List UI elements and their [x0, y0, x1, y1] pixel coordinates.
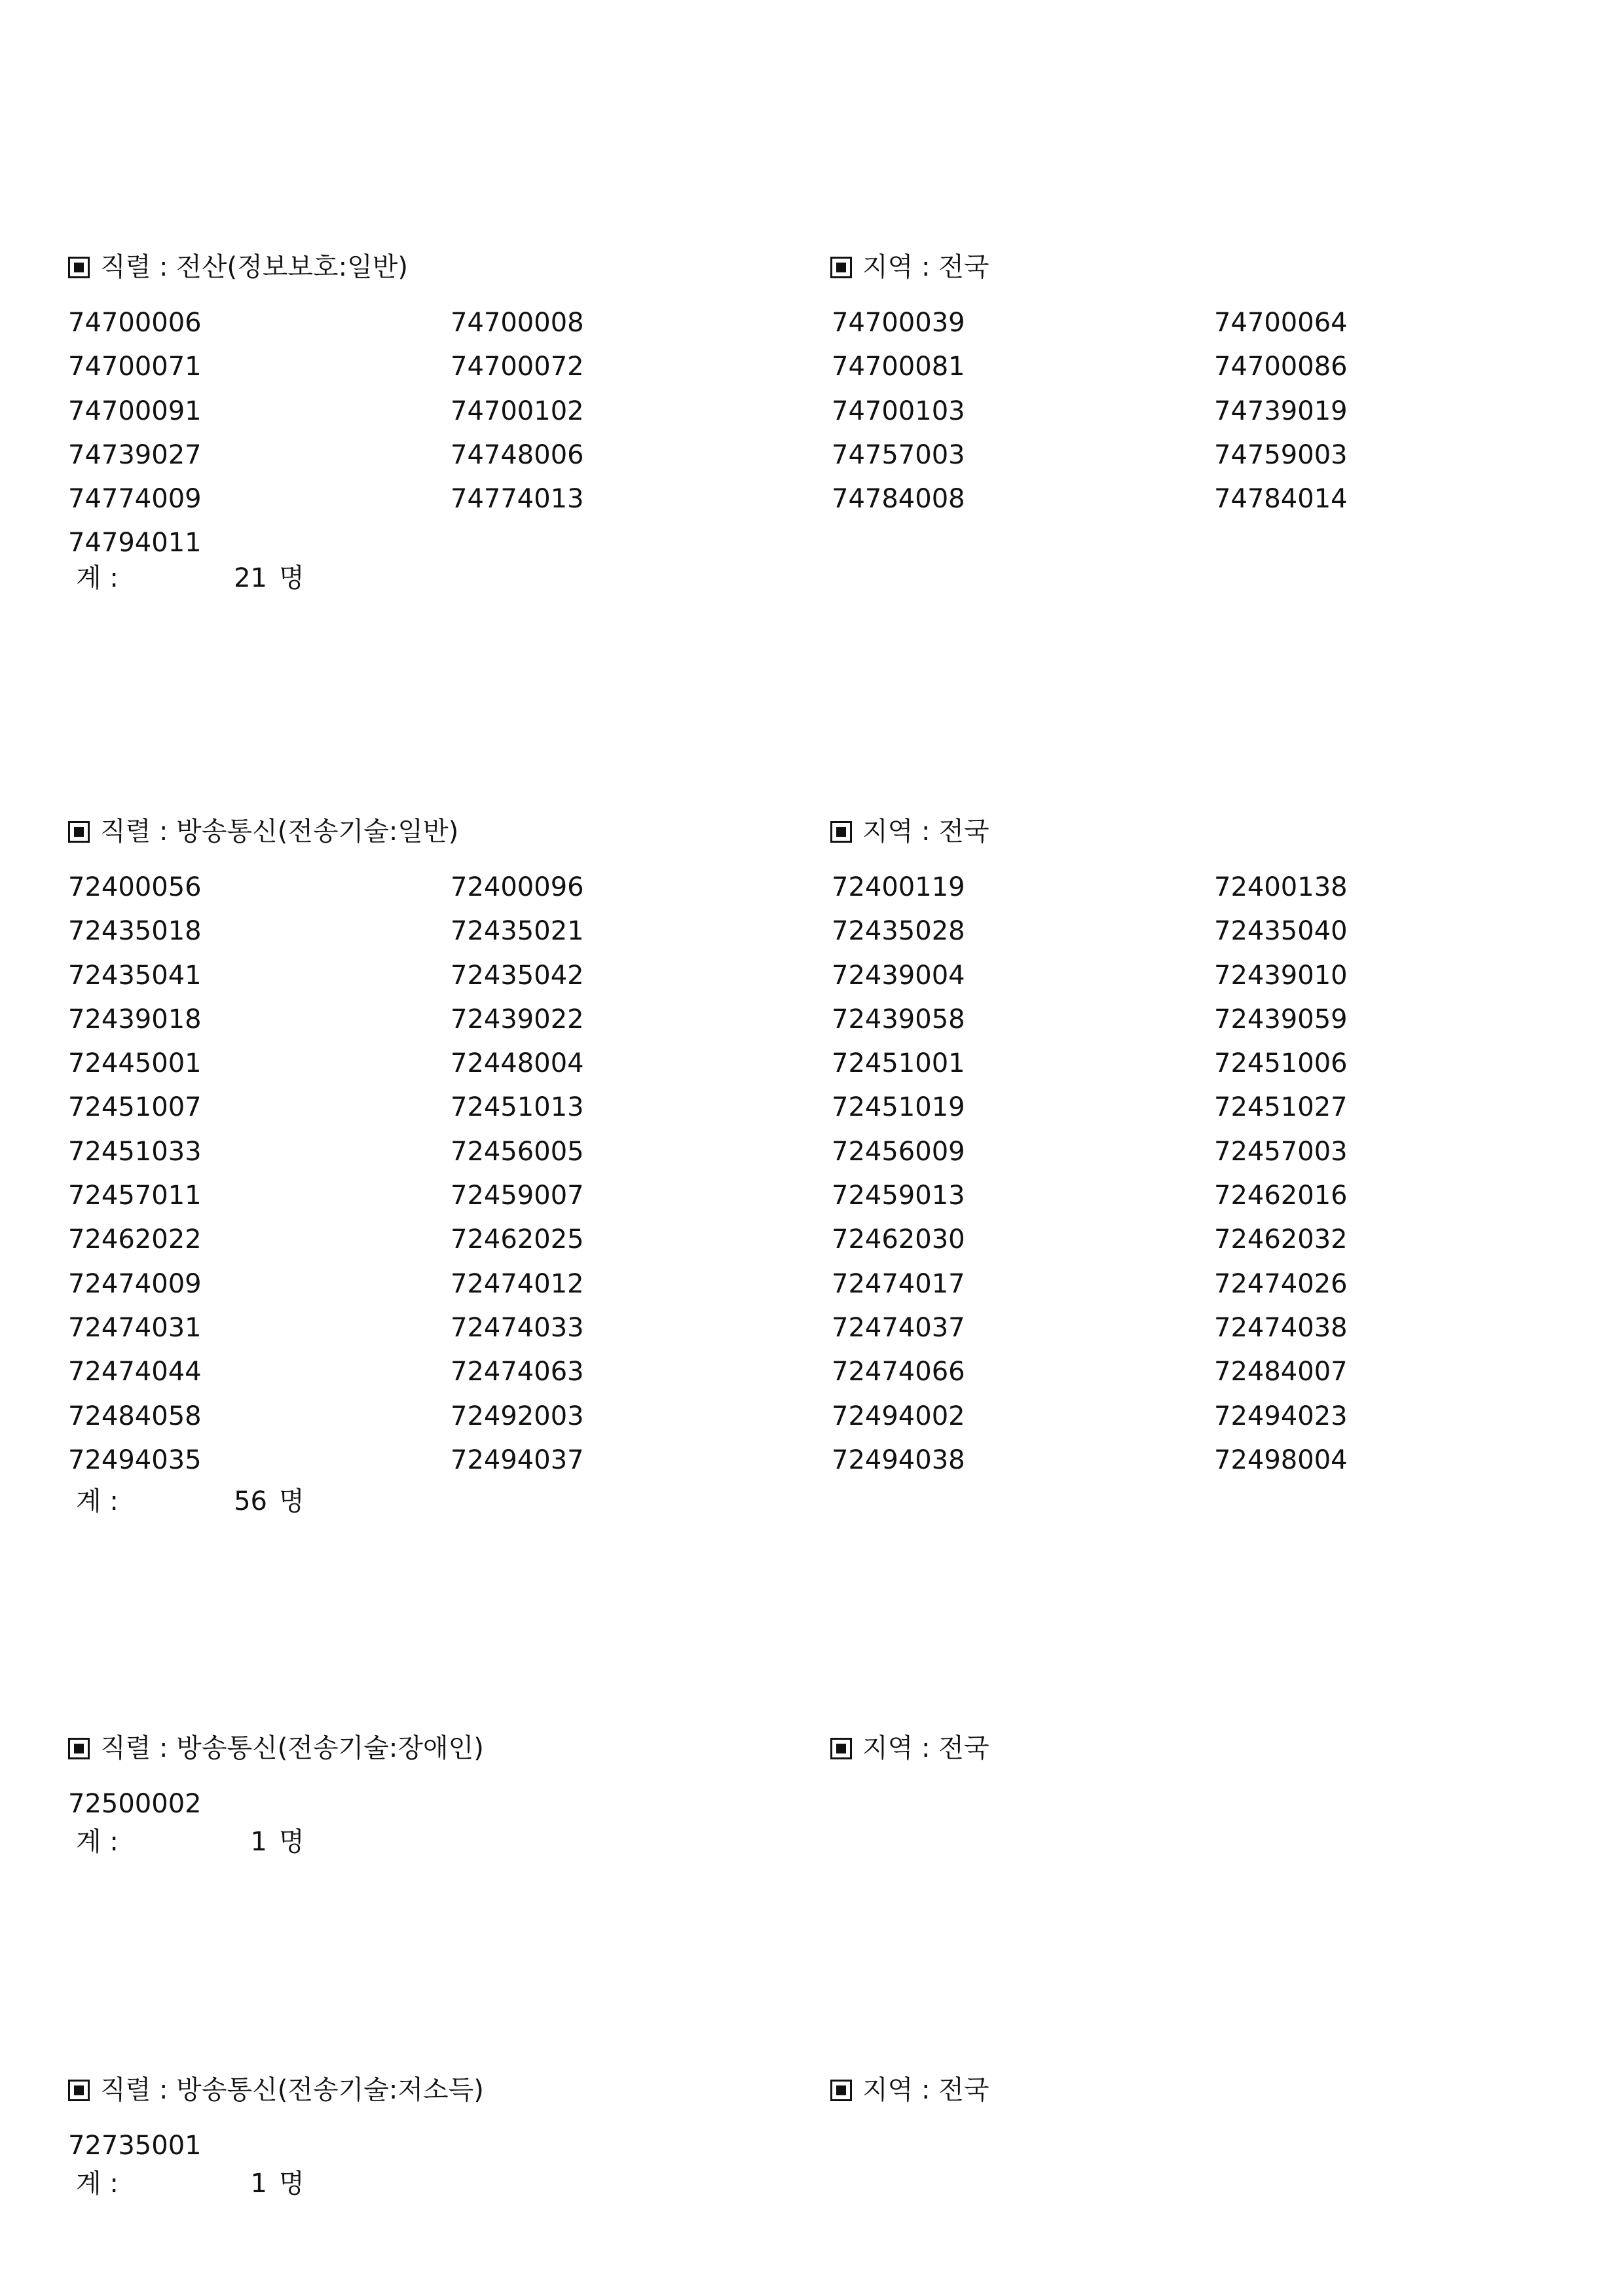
total-label: 계 : — [76, 1827, 119, 1857]
applicant-id: 74700091 — [68, 395, 202, 426]
applicant-id: 72474044 — [68, 1357, 202, 1387]
applicant-id: 74700008 — [451, 308, 584, 338]
applicant-id: 74700006 — [68, 308, 202, 338]
total-unit: 명 — [279, 1486, 304, 1516]
applicant-id: 72498004 — [1214, 1444, 1348, 1475]
applicant-id: 72494037 — [451, 1444, 584, 1475]
applicant-id: 72439059 — [1214, 1004, 1348, 1035]
total-unit: 명 — [279, 1827, 304, 1857]
applicant-id: 72494002 — [832, 1401, 965, 1431]
total-row — [76, 1820, 304, 1864]
applicant-id: 74748006 — [451, 439, 584, 470]
applicant-id: 74784014 — [1214, 484, 1348, 515]
region-value: : 전국 — [921, 1733, 989, 1763]
applicant-id: 74794011 — [68, 528, 202, 559]
applicant-id: 72445001 — [68, 1048, 202, 1079]
region-label: 지역 — [862, 1733, 913, 1763]
region-label: 지역 — [862, 817, 913, 847]
applicant-id: 72474012 — [451, 1268, 584, 1299]
applicant-id: 72435021 — [451, 916, 584, 947]
applicant-id: 72494035 — [68, 1444, 202, 1475]
applicant-id: 72435028 — [832, 916, 965, 947]
job-series-header — [68, 1729, 484, 1768]
applicant-id: 74739027 — [68, 439, 202, 470]
region-header — [830, 248, 989, 287]
applicant-id: 72459007 — [451, 1181, 584, 1211]
applicant-id: 72462025 — [451, 1224, 584, 1255]
applicant-id: 72451001 — [832, 1048, 965, 1079]
applicant-id: 72484058 — [68, 1401, 202, 1431]
applicant-id: 72474033 — [451, 1312, 584, 1343]
total-unit: 명 — [279, 563, 304, 593]
region-value: : 전국 — [921, 252, 989, 282]
applicant-id: 74774009 — [68, 484, 202, 515]
applicant-id: 72400056 — [68, 872, 202, 902]
applicant-id: 72451013 — [451, 1092, 584, 1123]
region-header — [830, 2070, 989, 2110]
region-header — [830, 812, 989, 851]
applicant-id: 72400138 — [1214, 872, 1348, 902]
applicant-id: 74700081 — [832, 352, 965, 382]
square-bullet-icon — [68, 1738, 90, 1759]
applicant-id: 72474031 — [68, 1312, 202, 1343]
applicant-id: 74700103 — [832, 395, 965, 426]
applicant-id: 72451006 — [1214, 1048, 1348, 1079]
applicant-id: 72457003 — [1214, 1136, 1348, 1167]
square-bullet-icon — [830, 821, 852, 843]
job-series-label: 직렬 : 전산(정보보호:일반) — [100, 252, 408, 282]
applicant-id: 72451027 — [1214, 1092, 1348, 1123]
applicant-id: 72435040 — [1214, 916, 1348, 947]
region-label: 지역 — [862, 2075, 913, 2105]
applicant-id: 72735001 — [68, 2131, 202, 2161]
applicant-id: 74784008 — [832, 484, 965, 515]
applicant-id: 72439058 — [832, 1004, 965, 1035]
applicant-id: 74759003 — [1214, 439, 1348, 470]
applicant-id: 72451019 — [832, 1092, 965, 1123]
applicant-id: 72484007 — [1214, 1357, 1348, 1387]
applicant-id: 72457011 — [68, 1181, 202, 1211]
applicant-id: 74774013 — [451, 484, 584, 515]
region-value: : 전국 — [921, 2075, 989, 2105]
applicant-id: 72400119 — [832, 872, 965, 902]
applicant-id: 72474038 — [1214, 1312, 1348, 1343]
applicant-id: 74700071 — [68, 352, 202, 382]
applicant-id: 72494038 — [832, 1444, 965, 1475]
total-count: 1 — [250, 1827, 267, 1857]
applicant-id: 72492003 — [451, 1401, 584, 1431]
applicant-id: 74700102 — [451, 395, 584, 426]
applicant-id: 72439004 — [832, 960, 965, 991]
applicant-id: 74757003 — [832, 439, 965, 470]
applicant-id: 72474009 — [68, 1268, 202, 1299]
total-unit: 명 — [279, 2169, 304, 2199]
applicant-id: 72456005 — [451, 1136, 584, 1167]
total-count: 1 — [250, 2169, 267, 2199]
applicant-id: 74700086 — [1214, 352, 1348, 382]
applicant-id: 72459013 — [832, 1181, 965, 1211]
square-bullet-icon — [68, 2080, 90, 2101]
applicant-id-grid — [68, 866, 1594, 1482]
applicant-id: 72456009 — [832, 1136, 965, 1167]
applicant-id: 72474066 — [832, 1357, 965, 1387]
applicant-id: 72439010 — [1214, 960, 1348, 991]
job-series-label: 직렬 : 방송통신(전송기술:일반) — [100, 817, 459, 847]
applicant-id: 72474037 — [832, 1312, 965, 1343]
total-label: 계 : — [76, 563, 119, 593]
applicant-id: 72435018 — [68, 916, 202, 947]
applicant-id: 72448004 — [451, 1048, 584, 1079]
square-bullet-icon — [68, 821, 90, 843]
square-bullet-icon — [830, 257, 852, 278]
applicant-id: 72474026 — [1214, 1268, 1348, 1299]
applicant-id: 72462016 — [1214, 1181, 1348, 1211]
applicant-id-grid — [68, 301, 1594, 566]
region-header — [830, 1729, 989, 1768]
applicant-id: 72500002 — [68, 1789, 202, 1819]
square-bullet-icon — [830, 1738, 852, 1759]
total-row — [76, 1480, 304, 1524]
applicant-id: 72474017 — [832, 1268, 965, 1299]
applicant-id: 72462032 — [1214, 1224, 1348, 1255]
total-label: 계 : — [76, 2169, 119, 2199]
total-count: 56 — [234, 1486, 267, 1516]
applicant-id: 74700039 — [832, 308, 965, 338]
applicant-id: 72494023 — [1214, 1401, 1348, 1431]
region-label: 지역 — [862, 252, 913, 282]
total-row — [76, 557, 304, 600]
applicant-id: 72400096 — [451, 872, 584, 902]
total-label: 계 : — [76, 1486, 119, 1516]
job-series-header — [68, 812, 458, 851]
applicant-id: 74739019 — [1214, 395, 1348, 426]
applicant-id: 72435042 — [451, 960, 584, 991]
applicant-id: 74700072 — [451, 352, 584, 382]
applicant-id: 72439022 — [451, 1004, 584, 1035]
job-series-header — [68, 248, 408, 287]
total-count: 21 — [234, 563, 267, 593]
applicant-id: 72451007 — [68, 1092, 202, 1123]
applicant-id: 72462022 — [68, 1224, 202, 1255]
applicant-id: 72474063 — [451, 1357, 584, 1387]
total-row — [76, 2162, 304, 2206]
applicant-id: 72439018 — [68, 1004, 202, 1035]
square-bullet-icon — [68, 257, 90, 278]
job-series-label: 직렬 : 방송통신(전송기술:장애인) — [100, 1733, 484, 1763]
applicant-id: 74700064 — [1214, 308, 1348, 338]
job-series-label: 직렬 : 방송통신(전송기술:저소득) — [100, 2075, 484, 2105]
square-bullet-icon — [830, 2080, 852, 2101]
job-series-header — [68, 2070, 484, 2110]
applicant-id: 72462030 — [832, 1224, 965, 1255]
region-value: : 전국 — [921, 817, 989, 847]
applicant-id: 72435041 — [68, 960, 202, 991]
applicant-id: 72451033 — [68, 1136, 202, 1167]
